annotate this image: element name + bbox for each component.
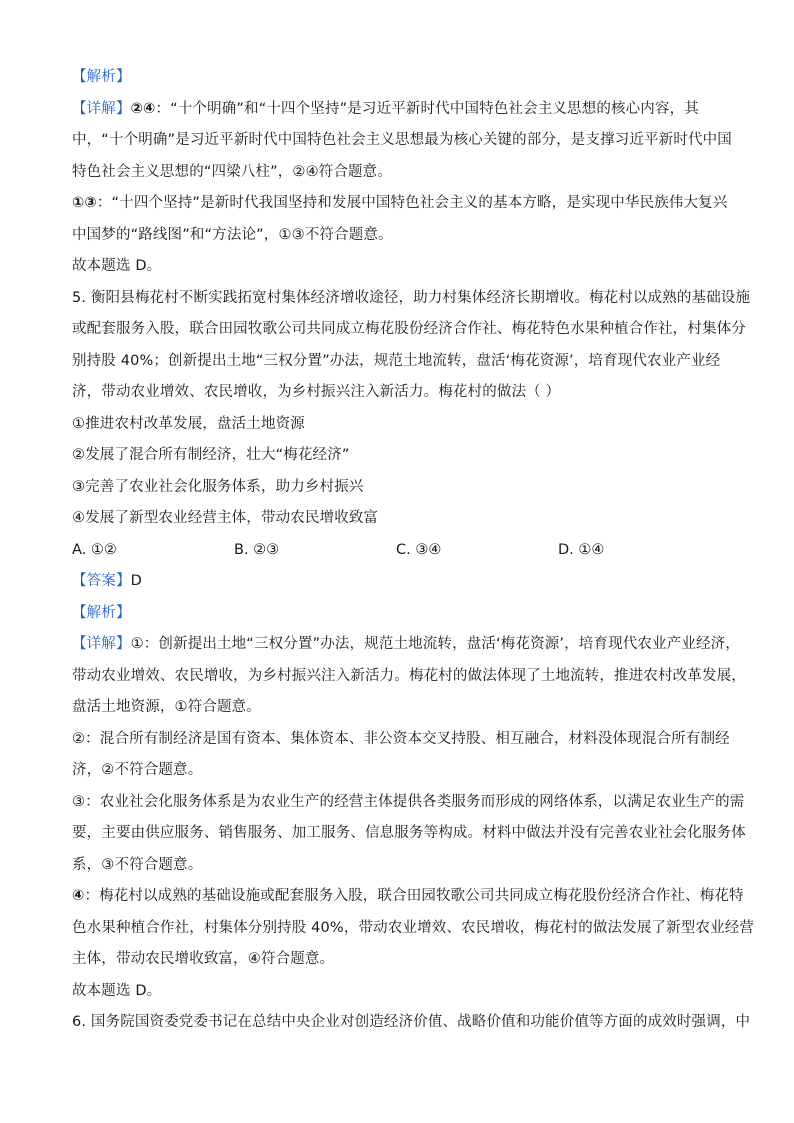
line-text: ①：创新提出土地“三权分置”办法，规范土地流转，盘活‘梅花资源’，培育现代农业产业经济，	[130, 636, 740, 652]
item-marker: ①③	[72, 195, 97, 211]
paragraph-line	[72, 220, 724, 252]
line-text: ：“十个明确”和“十四个坚持”是习近平新时代中国特色社会主义思想的核心内容，其	[155, 100, 699, 117]
detail-tag: 【详解】	[72, 636, 131, 652]
paragraph-line	[72, 314, 746, 346]
text-line: ②发展了混合所有制经济，壮大“梅花经济”	[72, 447, 350, 463]
line-text: 济，②不符合题意。	[72, 762, 203, 778]
paragraph-line	[72, 913, 755, 945]
section-tag: 【解析】	[72, 69, 131, 85]
option-item: C. ③④	[396, 541, 442, 558]
line-text: ③：农业社会化服务体系是为农业生产的经营主体提供各类服务而形成的网络体系，以满足农业生产的需	[72, 793, 745, 810]
paragraph-line	[72, 125, 732, 157]
option-item: A. ①②	[72, 541, 117, 558]
line-text: 带动农业增效、农民增收，为乡村振兴注入新活力。梅花村的做法体现了土地流转，推进农村改革发展，	[72, 667, 746, 684]
line-text: 主体，带动农民增收致富，④符合题意。	[72, 951, 335, 967]
paragraph-line	[72, 629, 740, 661]
option-item: B. ②③	[234, 541, 280, 558]
line-text: 或配套服务入股，联合田园牧歌公司共同成立梅花股份经济合作社、梅花特色水果种植合作社，村集体分	[72, 321, 746, 337]
line-text: 色水果种植合作社，村集体分别持股 40%，带动农业增效、农民增收，梅花村的做法发展了新型农业经营	[72, 919, 755, 936]
line-text: ②：混合所有制经济是国有资本、集体资本、非公资本交叉持股、相互融合，材料没体现混合所有制经	[72, 730, 730, 747]
paragraph-line	[72, 346, 724, 378]
paragraph-line	[72, 283, 751, 315]
line-text: 5. 衡阳县梅花村不断实践拓宽村集体经济增收途径，助力村集体经济长期增收。梅花村以成熟的基础设施	[72, 289, 751, 306]
detail-tag: 【详解】	[72, 100, 131, 117]
paragraph-line	[72, 692, 724, 724]
answer-options	[72, 535, 724, 567]
line-text: 中，“十个明确”是习近平新时代中国特色社会主义思想最为核心关键的部分，是支撑习近平新时代中国	[72, 132, 732, 148]
paragraph-line	[72, 157, 724, 189]
line-text: 别持股 40%；创新提出土地“三权分置”办法，规范土地流转，盘活‘梅花资源’，培育现代农业产业经	[72, 352, 721, 369]
paragraph-line	[72, 944, 724, 976]
paragraph-line	[72, 818, 746, 850]
item-marker: ②④	[130, 100, 156, 117]
paragraph-line	[72, 94, 724, 126]
text-line: ③完善了农业社会化服务体系，助力乡村振兴	[72, 478, 364, 495]
paragraph-line	[72, 755, 724, 787]
option-item: D. ①④	[558, 541, 605, 558]
paragraph-line	[72, 188, 728, 220]
line-text: 中国梦的“路线图”和“方法论”，①③不符合题意。	[72, 226, 393, 243]
paragraph-line	[72, 1007, 751, 1039]
paragraph-line	[72, 661, 746, 693]
paragraph-line	[72, 724, 730, 756]
paragraph-line	[72, 377, 724, 409]
line-text: ：“十四个坚持”是新时代我国坚持和发展中国特色社会主义的基本方略，是实现中华民族伟大复兴	[96, 195, 728, 211]
line-text: 6. 国务院国资委党委书记在总结中央企业对创造经济价值、战略价值和功能价值等方面的成效时强调，中	[72, 1014, 751, 1030]
line-text: 要，主要由供应服务、销售服务、加工服务、信息服务等构成。材料中做法并没有完善农业社会化服务体	[72, 825, 746, 841]
answer-tag: 【答案】	[72, 573, 131, 589]
item-marker: ④	[72, 888, 85, 904]
answer-value: D	[130, 573, 142, 589]
answer-line	[72, 566, 724, 598]
line-text: 济，带动农业增效、农民增收，为乡村振兴注入新活力。梅花村的做法（ ）	[72, 384, 561, 400]
paragraph-line	[72, 881, 744, 913]
line-text: 盘活土地资源，①符合题意。	[72, 699, 261, 715]
text-line: 故本题选 D。	[72, 258, 162, 274]
paragraph-line	[72, 787, 745, 819]
text-line: 故本题选 D。	[72, 982, 162, 999]
section-tag: 【解析】	[72, 604, 131, 621]
line-text: 特色社会主义思想的“四梁八柱”，②④符合题意。	[72, 163, 392, 180]
text-line: ①推进农村改革发展，盘活土地资源	[72, 415, 305, 432]
line-text: 系，③不符合题意。	[72, 856, 203, 873]
document-page	[72, 62, 755, 1039]
text-line: ④发展了新型农业经营主体，带动农民增收致富	[72, 510, 379, 526]
paragraph-line	[72, 850, 724, 882]
line-text: ：梅花村以成熟的基础设施或配套服务入股，联合田园牧歌公司共同成立梅花股份经济合作社、梅花特	[84, 888, 744, 904]
